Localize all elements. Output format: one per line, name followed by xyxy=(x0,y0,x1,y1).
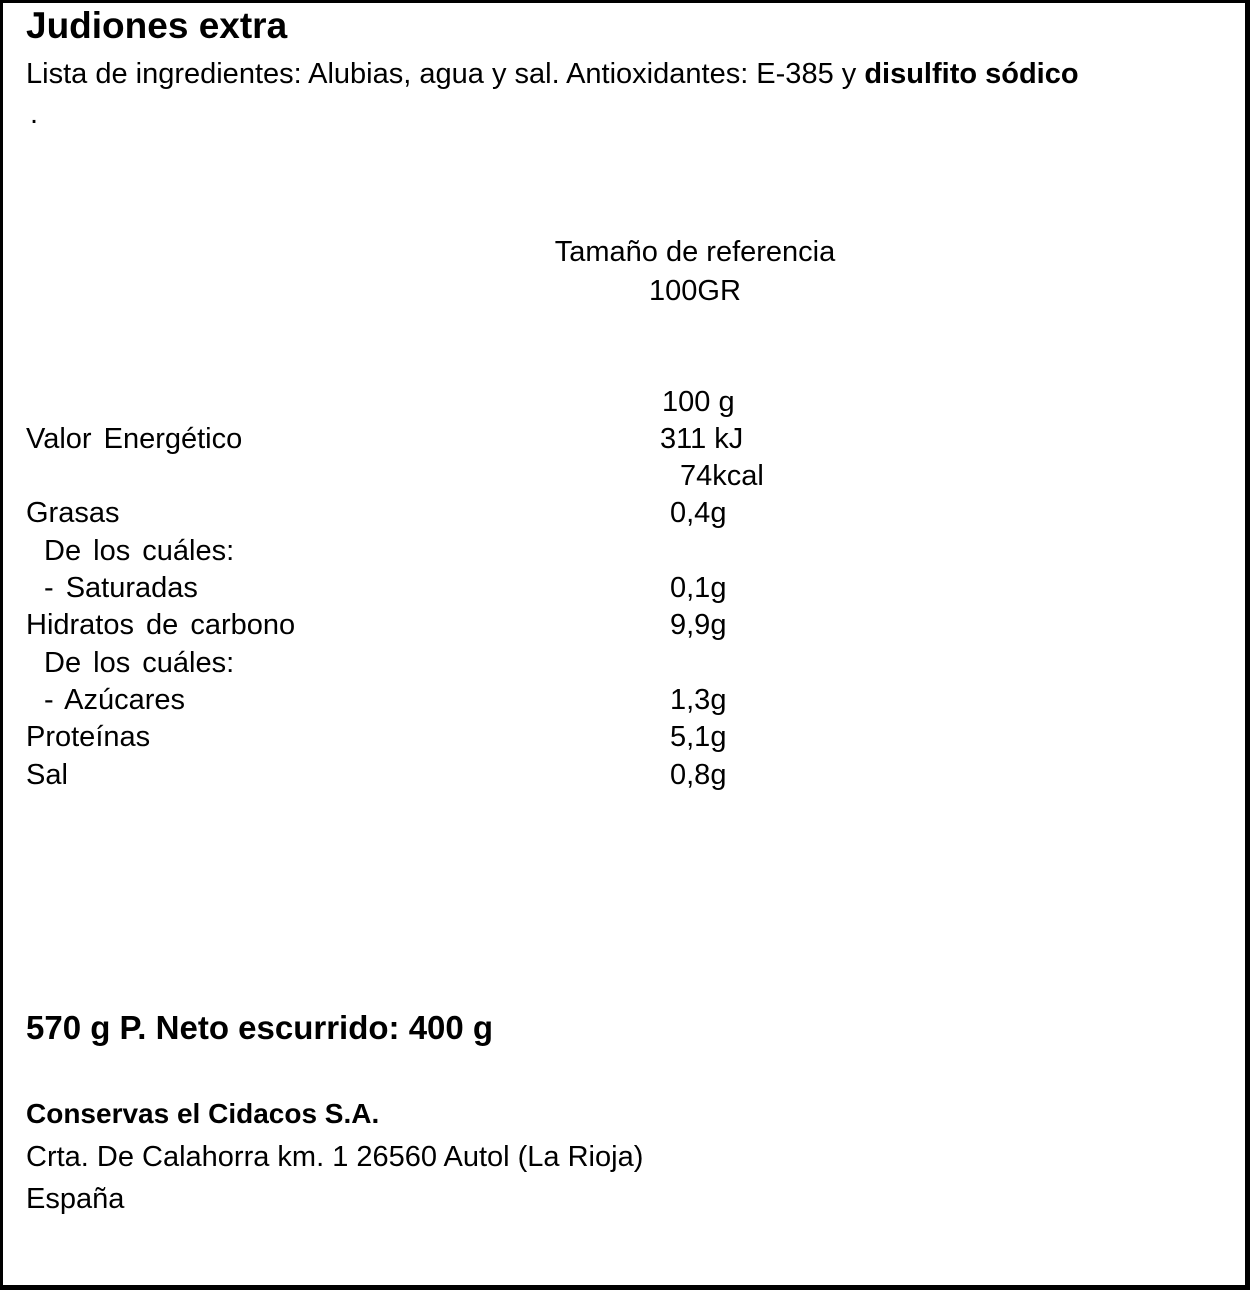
nutrition-label-salt: Sal xyxy=(26,759,68,791)
nutrition-label-energy: Valor Energético xyxy=(26,423,243,455)
nutrition-value-protein: 5,1g xyxy=(670,721,727,753)
nutrition-value-energy-kj: 311 kJ xyxy=(660,423,744,455)
nutrition-value-sugars: 1,3g xyxy=(670,684,727,716)
nutrition-label-saturated: - Saturadas xyxy=(44,572,198,604)
nutrition-value-saturated: 0,1g xyxy=(670,572,727,604)
product-title: Judiones extra xyxy=(26,5,288,46)
nutrition-value-fat: 0,4g xyxy=(670,497,727,529)
nutrition-label-of-which-1: De los cuáles: xyxy=(44,535,235,567)
manufacturer-country: España xyxy=(26,1183,125,1215)
ingredients-list xyxy=(26,56,1079,92)
nutrition-label-fat: Grasas xyxy=(26,497,120,529)
nutrition-value-energy-kcal: 74kcal xyxy=(680,460,764,492)
nutrition-value-salt: 0,8g xyxy=(670,759,727,791)
reference-size-value: 100GR xyxy=(649,275,741,307)
net-weight: 570 g P. Neto escurrido: 400 g xyxy=(26,1009,494,1046)
manufacturer-name: Conservas el Cidacos S.A. xyxy=(26,1098,380,1129)
reference-size-label: Tamaño de referencia xyxy=(554,236,836,268)
nutrition-value-carbohydrates: 9,9g xyxy=(670,609,727,641)
manufacturer-address: Crta. De Calahorra km. 1 26560 Autol (La Rioja) xyxy=(26,1141,644,1173)
nutrition-column-header: 100 g xyxy=(662,386,735,418)
nutrition-label-protein: Proteínas xyxy=(26,721,151,753)
nutrition-label-sugars: - Azúcares xyxy=(44,684,185,716)
ingredients-text: Lista de ingredientes: Alubias, agua y sal. Antioxidantes: E-385 y xyxy=(26,58,865,90)
ingredients-period: . xyxy=(30,98,39,130)
nutrition-label-of-which-2: De los cuáles: xyxy=(44,647,235,679)
ingredients-allergen: disulfito sódico xyxy=(864,58,1079,90)
nutrition-label-carbohydrates: Hidratos de carbono xyxy=(26,609,296,641)
